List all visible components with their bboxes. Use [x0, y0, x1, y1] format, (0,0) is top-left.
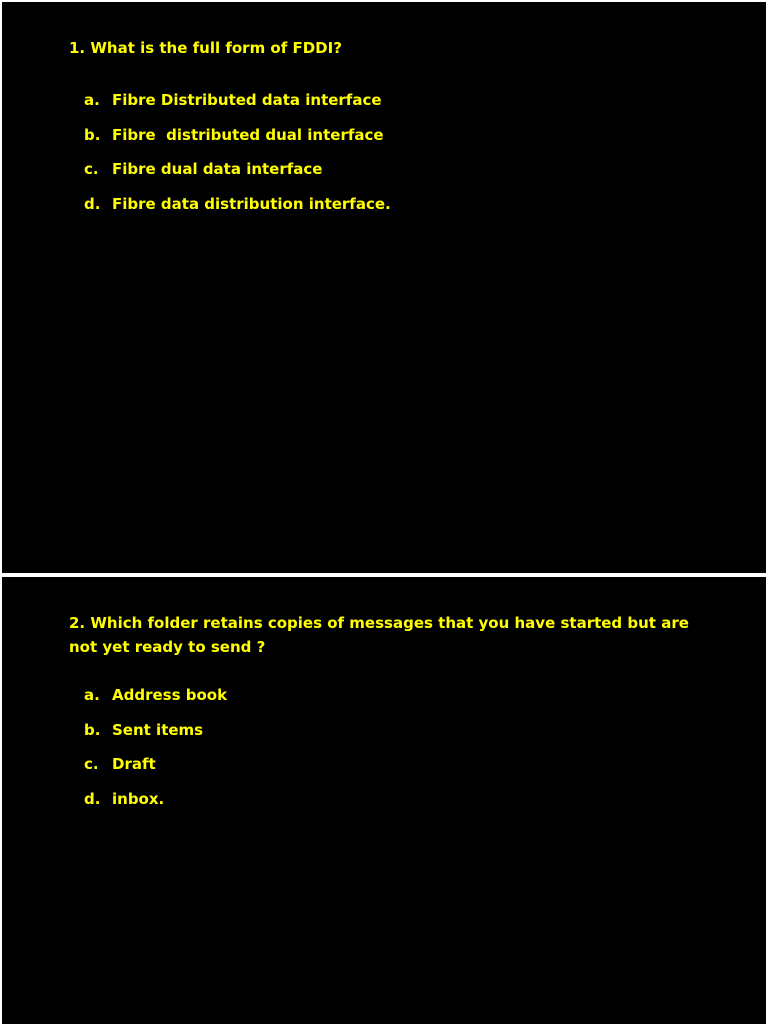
slide-question-1: [2, 2, 766, 573]
option-text: Draft: [112, 755, 156, 774]
slide-question-2: [2, 577, 766, 1024]
option-letter: c.: [84, 755, 99, 774]
option-text: Fibre Distributed data interface: [112, 91, 382, 109]
question-1-options: [84, 88, 391, 227]
option-2c: [84, 752, 227, 787]
option-1b: [84, 123, 391, 158]
option-2d: [84, 787, 227, 822]
option-text: Fibre dual data interface: [112, 160, 323, 179]
option-letter: d.: [84, 790, 101, 809]
option-text: inbox.: [112, 790, 165, 809]
option-text: Fibre distributed dual interface: [112, 125, 384, 144]
option-letter: b.: [84, 720, 101, 739]
option-2b: [84, 718, 227, 753]
option-1d: [84, 192, 391, 227]
option-1a: [84, 88, 391, 123]
option-letter: a.: [84, 686, 100, 704]
option-letter: d.: [84, 195, 101, 214]
option-text: Sent items: [112, 720, 204, 739]
option-text: Fibre data distribution interface.: [112, 195, 391, 214]
question-1-text: 1. What is the full form of FDDI?: [69, 39, 342, 57]
option-letter: a.: [84, 91, 100, 109]
option-1c: [84, 157, 391, 192]
question-2-text: 2. Which folder retains copies of messages that you have started but are not yet ready to send ?: [69, 614, 689, 656]
option-letter: b.: [84, 125, 101, 144]
question-2-options: [84, 683, 227, 822]
option-letter: c.: [84, 160, 99, 179]
option-text: Address book: [112, 686, 228, 704]
option-2a: [84, 683, 227, 718]
